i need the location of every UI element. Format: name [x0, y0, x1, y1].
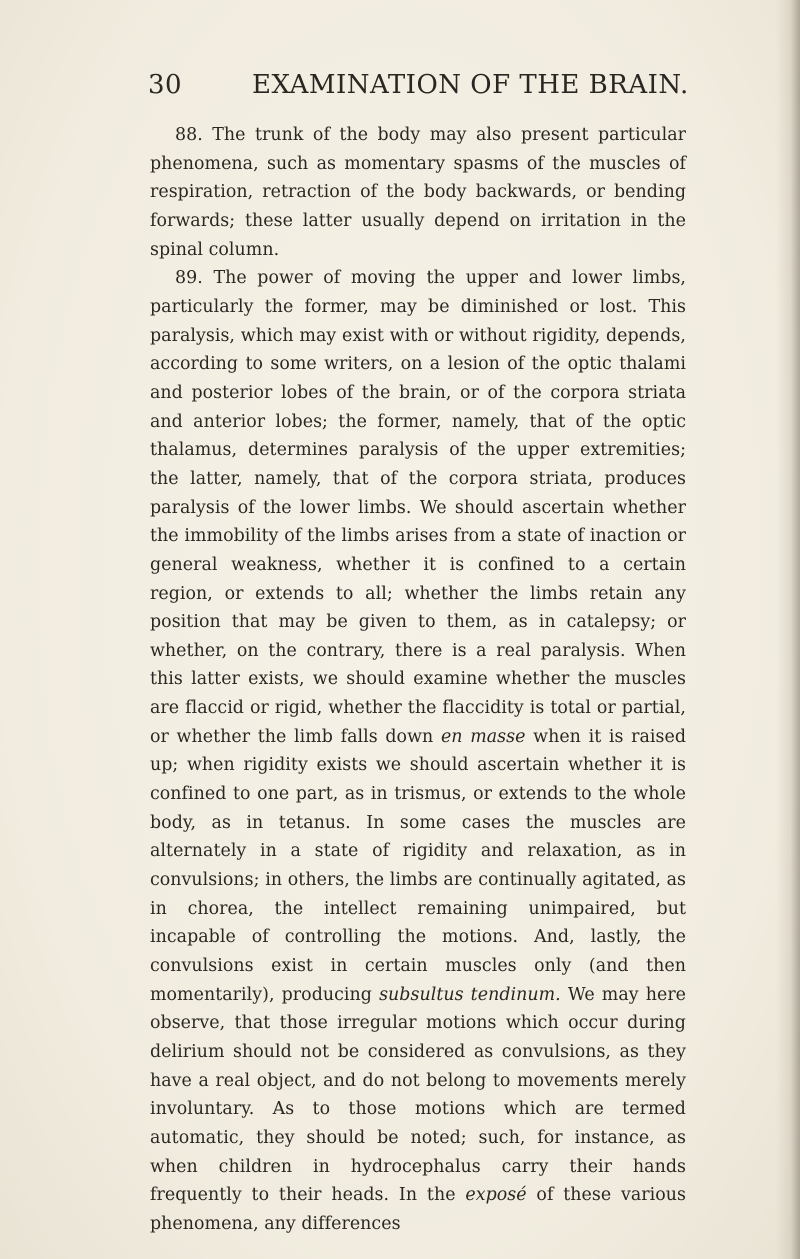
running-head: EXAMINATION OF THE BRAIN. [252, 70, 689, 100]
italic-phrase: en masse [440, 726, 526, 747]
paragraph-text: when it is raised up; when rigidity exists we should ascertain whether it is confined to one part, as in trismus, or extends to the whole body, as in tetanus. In some cases the muscles are alternately in a state of rigidity and relaxation, as in convulsions; in others, the limbs are continually agitated, as in chorea, the intellect remaining unimpaired, but incapable of controlling the motions. And, lastly, the convulsions exist in certain muscles only (and then momentarily), producing [150, 726, 687, 1005]
page-header [148, 70, 708, 110]
paragraph-88 [150, 121, 686, 264]
italic-phrase: subsultus tendinum. [379, 984, 561, 1005]
page-number: 30 [148, 70, 183, 100]
italic-phrase: exposé [465, 1185, 527, 1206]
paragraph-text: The trunk of the body may also present particular phenomena, such as momentary spasms of the muscles of respiration, retraction of the body backwards, or bending forwards; these latter usually depend on irritation in the spinal column. [150, 125, 687, 260]
paragraph-number: 88. [175, 125, 203, 145]
body-text [150, 121, 686, 1239]
page-edge-shadow [776, 0, 800, 1259]
paragraph-number: 89. [175, 268, 203, 289]
paragraph-text: of these various phenomena, any differences [150, 1185, 687, 1234]
paragraph-89 [150, 264, 686, 1238]
paragraph-text: We may here observe, that those irregular motions which occur during delirium should not be considered as convulsions, as they have a real object, and do not belong to movements merely involuntary. As to those motions which are termed automatic, they should be noted; such, for instance, as when children in hydrocephalus carry their hands frequently to their heads. In the [150, 984, 687, 1206]
paragraph-text: The power of moving the upper and lower limbs, particularly the former, may be diminished or lost. This paralysis, which may exist with or without rigidity, depends, according to some writers, on a lesion of the optic thalami and posterior lobes of the brain, or of the corpora striata and anterior lobes; the former, namely, that of the optic thalamus, determines paralysis of the upper extremities; the latter, namely, that of the corpora striata, produces paralysis of the lower limbs. We should ascertain whether the immobility of the limbs arises from a state of inaction or general weakness, whether it is confined to a certain region, or extends to all; whether the limbs retain any position that may be given to them, as in catalepsy; or whether, on the contrary, there is a real paralysis. When this latter exists, we should examine whether the muscles are flaccid or rigid, whether the flaccidity is total or partial, or whether the limb falls down [150, 268, 686, 747]
